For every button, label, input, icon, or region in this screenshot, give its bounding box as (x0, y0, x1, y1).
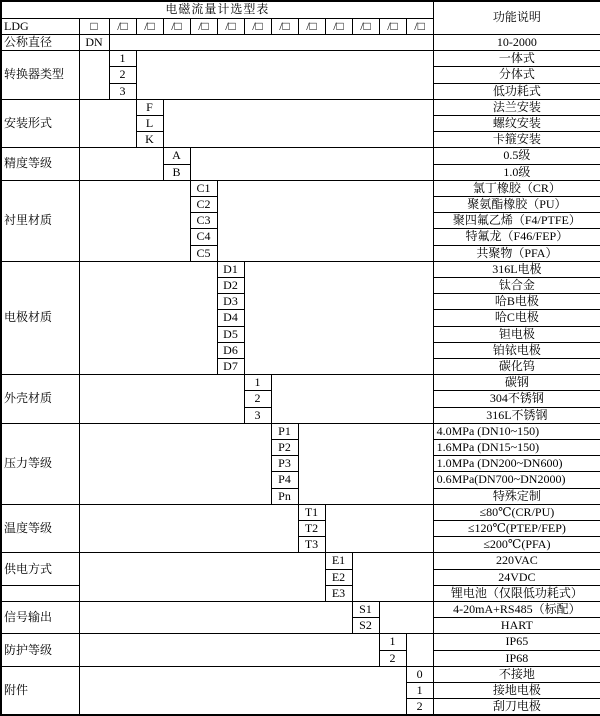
code-slot-cell: /□ (136, 18, 163, 34)
table-title: 电磁流量计选型表 (1, 1, 433, 18)
code-cell: P1 (271, 423, 298, 439)
code-slot-cell: /□ (163, 18, 190, 34)
table-row (1, 375, 600, 391)
code-cell: D7 (217, 358, 244, 374)
spacer-cell (79, 504, 298, 553)
code-cell: D2 (217, 277, 244, 293)
code-cell: S2 (352, 618, 379, 634)
code-cell: 0 (406, 666, 433, 682)
code-cell: S1 (352, 602, 379, 618)
group-label: 压力等级 (1, 423, 79, 504)
table-row (1, 261, 600, 277)
code-cell: P2 (271, 439, 298, 455)
function-cell: 碳钢 (433, 375, 600, 391)
code-slot-cell: /□ (352, 18, 379, 34)
function-cell: 钽电极 (433, 326, 600, 342)
function-cell: 法兰安装 (433, 99, 600, 115)
code-cell: 3 (109, 83, 136, 99)
code-cell: B (163, 164, 190, 180)
code-slot-cell: /□ (325, 18, 352, 34)
function-cell: 氯丁橡胶（CR） (433, 180, 600, 196)
spacer-cell (79, 666, 406, 715)
function-cell: 0.6MPa(DN700~DN2000) (433, 472, 600, 488)
function-cell: 220VAC (433, 553, 600, 569)
code-cell: 1 (406, 683, 433, 699)
code-slot-cell: /□ (271, 18, 298, 34)
function-column-header: 功能说明 (433, 1, 600, 34)
code-cell: Pn (271, 488, 298, 504)
function-cell: 一体式 (433, 51, 600, 67)
code-slot-cell: /□ (298, 18, 325, 34)
group-label: 衬里材质 (1, 180, 79, 261)
code-cell: K (136, 132, 163, 148)
spacer-cell (79, 553, 325, 602)
spacer-cell (79, 423, 271, 504)
code-cell: C4 (190, 229, 217, 245)
function-cell: 聚氨酯橡胶（PU） (433, 196, 600, 212)
model-code-cell: LDG (1, 18, 79, 34)
code-cell: C5 (190, 245, 217, 261)
function-cell: 1.0MPa (DN200~DN600) (433, 456, 600, 472)
code-slot-cell: /□ (217, 18, 244, 34)
table-row (1, 423, 600, 439)
spacer-cell (325, 504, 433, 553)
spacer-cell (244, 261, 433, 374)
function-cell: 哈C电极 (433, 310, 600, 326)
function-cell: 4-20mA+RS485（标配） (433, 602, 600, 618)
function-cell: IP68 (433, 650, 600, 666)
function-cell: 聚四氟乙烯（F4/PTFE） (433, 213, 600, 229)
code-cell: DN (79, 34, 109, 50)
function-cell: 低功耗式 (433, 83, 600, 99)
code-cell: 1 (109, 51, 136, 67)
code-cell: F (136, 99, 163, 115)
spacer-cell (163, 99, 433, 148)
table-row (1, 666, 600, 682)
code-cell: P3 (271, 456, 298, 472)
spacer-cell (79, 180, 190, 261)
function-cell: 锂电池（仅限低功耗式） (433, 585, 600, 601)
spacer-cell (79, 148, 163, 180)
spacer-cell (79, 51, 109, 100)
code-box-cell: □ (79, 18, 109, 34)
function-cell: 304不锈钢 (433, 391, 600, 407)
spacer-cell (79, 375, 244, 424)
group-label: 转换器类型 (1, 51, 79, 100)
code-cell: 2 (406, 699, 433, 715)
function-cell: IP65 (433, 634, 600, 650)
code-slot-cell: /□ (190, 18, 217, 34)
function-cell: 刮刀电极 (433, 699, 600, 715)
group-label: 附件 (1, 666, 79, 715)
function-cell: 接地电极 (433, 683, 600, 699)
table-row (1, 51, 600, 67)
spacer-cell (109, 34, 433, 50)
function-cell: 316L不锈钢 (433, 407, 600, 423)
code-cell: C3 (190, 213, 217, 229)
spacer-cell (79, 634, 379, 666)
function-cell: 1.6MPa (DN15~150) (433, 439, 600, 455)
spacer-cell (298, 423, 433, 504)
function-cell: 卡箍安装 (433, 132, 600, 148)
function-cell: 10-2000 (433, 34, 600, 50)
code-cell: D4 (217, 310, 244, 326)
group-label: 防护等级 (1, 634, 79, 666)
table-row (1, 634, 600, 650)
code-cell: 2 (244, 391, 271, 407)
code-cell: T3 (298, 537, 325, 553)
code-cell: 2 (109, 67, 136, 83)
function-cell: ≤80℃(CR/PU) (433, 504, 600, 520)
code-cell: E3 (325, 585, 352, 601)
code-cell: D6 (217, 342, 244, 358)
group-label-filler (1, 585, 79, 601)
table-row (1, 602, 600, 618)
function-cell: 1.0级 (433, 164, 600, 180)
function-cell: 特殊定制 (433, 488, 600, 504)
spacer-cell (271, 375, 433, 424)
code-slot-cell: /□ (244, 18, 271, 34)
function-cell: 共聚物（PFA） (433, 245, 600, 261)
function-cell: 碳化钨 (433, 358, 600, 374)
table-row (1, 148, 600, 164)
function-cell: 24VDC (433, 569, 600, 585)
code-cell: D5 (217, 326, 244, 342)
table-row (1, 180, 600, 196)
spacer-cell (379, 602, 433, 634)
function-cell: 分体式 (433, 67, 600, 83)
spacer-cell (190, 148, 433, 180)
group-label: 温度等级 (1, 504, 79, 553)
table-row (1, 553, 600, 569)
group-label: 精度等级 (1, 148, 79, 180)
spacer-cell (217, 180, 433, 261)
function-cell: ≤200℃(PFA) (433, 537, 600, 553)
spacer-cell (79, 602, 352, 634)
code-slot-cell: /□ (379, 18, 406, 34)
code-cell: E2 (325, 569, 352, 585)
code-cell: T1 (298, 504, 325, 520)
code-cell: 2 (379, 650, 406, 666)
code-cell: P4 (271, 472, 298, 488)
function-cell: 316L电极 (433, 261, 600, 277)
spacer-cell (352, 553, 433, 602)
spacer-cell (79, 99, 136, 148)
group-label: 信号输出 (1, 602, 79, 634)
code-cell: D3 (217, 294, 244, 310)
spacer-cell (79, 261, 217, 374)
code-cell: 1 (379, 634, 406, 650)
spacer-cell (136, 51, 433, 100)
code-cell: 1 (244, 375, 271, 391)
table-row (1, 99, 600, 115)
function-cell: 不接地 (433, 666, 600, 682)
function-cell: ≤120℃(PTEP/FEP) (433, 521, 600, 537)
function-cell: 0.5级 (433, 148, 600, 164)
function-cell: 钛合金 (433, 277, 600, 293)
code-cell: C1 (190, 180, 217, 196)
code-cell: L (136, 115, 163, 131)
function-cell: 4.0MPa (DN10~150) (433, 423, 600, 439)
code-cell: C2 (190, 196, 217, 212)
code-cell: A (163, 148, 190, 164)
function-cell: 哈B电极 (433, 294, 600, 310)
code-cell: 3 (244, 407, 271, 423)
function-cell: 特氟龙（F46/FEP） (433, 229, 600, 245)
function-cell: 螺纹安装 (433, 115, 600, 131)
group-label: 公称直径 (1, 34, 79, 50)
group-label: 安装形式 (1, 99, 79, 148)
function-cell: 铂铱电极 (433, 342, 600, 358)
group-label: 电极材质 (1, 261, 79, 374)
code-slot-cell: /□ (406, 18, 433, 34)
code-slot-cell: /□ (109, 18, 136, 34)
code-cell: T2 (298, 521, 325, 537)
table-row (1, 34, 600, 50)
code-cell: D1 (217, 261, 244, 277)
table-row (1, 504, 600, 520)
group-label: 供电方式 (1, 553, 79, 585)
group-label: 外壳材质 (1, 375, 79, 424)
function-cell: HART (433, 618, 600, 634)
spacer-cell (406, 634, 433, 666)
code-cell: E1 (325, 553, 352, 569)
